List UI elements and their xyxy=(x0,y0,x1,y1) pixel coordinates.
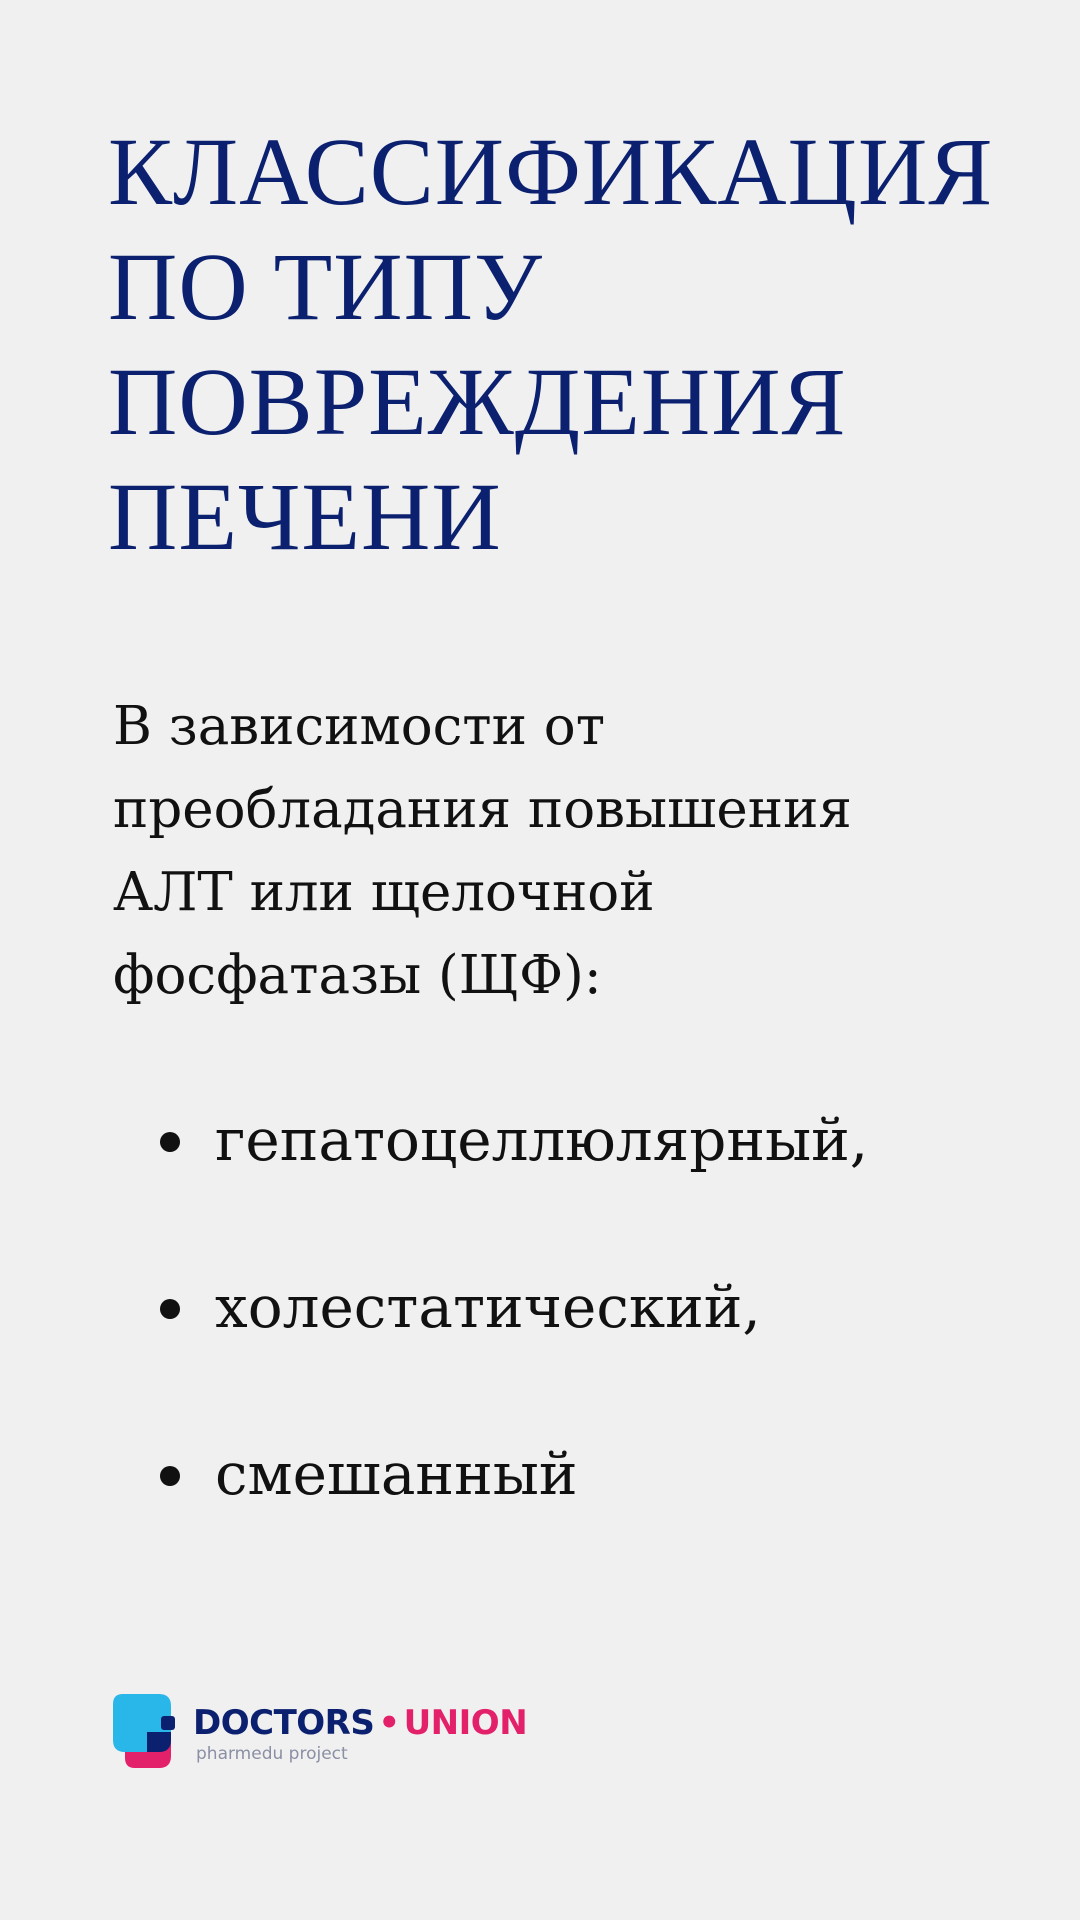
intro-line: В зависимости от xyxy=(113,696,606,757)
intro-line: преобладания повышения xyxy=(113,779,852,840)
damage-type-list xyxy=(160,1100,868,1601)
intro-line: АЛТ или щелочной xyxy=(113,862,655,923)
title-line: КЛАССИФИКАЦИЯ xyxy=(108,118,994,225)
list-item xyxy=(160,1100,868,1267)
logo-mark-icon xyxy=(113,1694,185,1770)
title-line: ПЕЧЕНИ xyxy=(108,463,502,570)
logo-subtitle: pharmedu project xyxy=(196,1744,348,1764)
logo-word-doctors: DOCTORS xyxy=(193,1703,375,1743)
list-item-text: холестатический, xyxy=(215,1273,761,1341)
page-title xyxy=(108,114,1008,574)
title-line: ПОВРЕЖДЕНИЯ xyxy=(108,348,847,455)
logo-text xyxy=(193,1703,528,1764)
intro-paragraph xyxy=(113,685,1013,1017)
bullet-icon xyxy=(160,1132,180,1152)
list-item xyxy=(160,1434,868,1601)
logo-word-union: UNION xyxy=(403,1703,528,1743)
bullet-icon xyxy=(160,1299,180,1319)
title-line: ПО ТИПУ xyxy=(108,233,543,340)
logo-separator: • xyxy=(378,1703,400,1743)
doctors-union-logo xyxy=(113,1694,527,1770)
list-item-text: смешанный xyxy=(215,1440,578,1508)
list-item-text: гепатоцеллюлярный, xyxy=(215,1106,869,1174)
bullet-icon xyxy=(160,1466,180,1486)
list-item xyxy=(160,1267,868,1434)
intro-line: фосфатазы (ЩФ): xyxy=(113,945,602,1006)
logo-wordmark xyxy=(193,1703,528,1743)
